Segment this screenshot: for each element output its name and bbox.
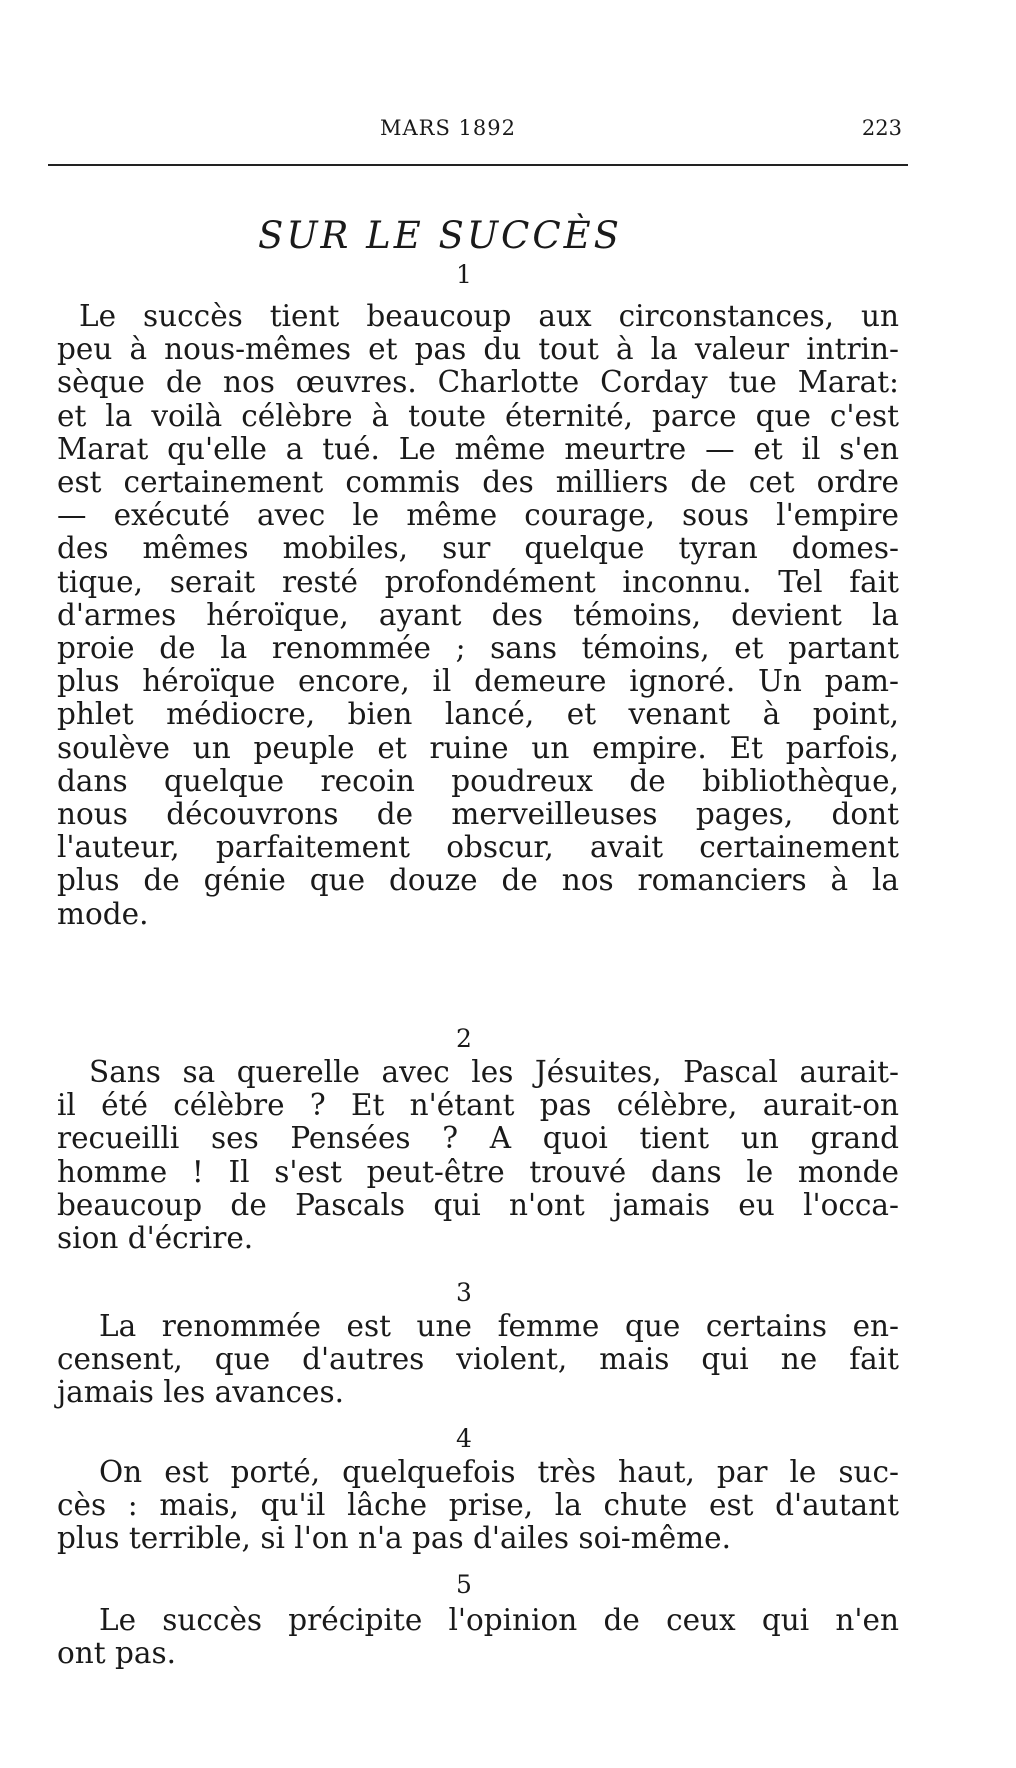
section-number-3: 3 <box>456 1278 472 1307</box>
text-line: plus héroïque encore, il demeure ignoré. Un pam- <box>57 664 899 699</box>
article-title: SUR LE SUCCÈS <box>258 214 622 257</box>
text-line: cès : mais, qu'il lâche prise, la chute est d'autant <box>57 1488 899 1523</box>
text-line: l'auteur, parfaitement obscur, avait certainement <box>57 830 899 865</box>
text-line: dans quelque recoin poudreux de bibliothèque, <box>57 763 899 798</box>
text-line: jamais les avances. <box>57 1375 344 1410</box>
text-line: plus de génie que douze de nos romanciers à la <box>57 863 899 898</box>
text-line: mode. <box>57 896 149 931</box>
text-line: est certainement commis des milliers de cet ordre <box>57 465 899 500</box>
running-head: MARS 1892 <box>380 116 516 140</box>
section-number-2: 2 <box>456 1024 472 1053</box>
text-line: phlet médiocre, bien lancé, et venant à point, <box>57 697 899 732</box>
section-number-1: 1 <box>456 260 472 289</box>
text-line: plus terrible, si l'on n'a pas d'ailes soi-même. <box>57 1521 731 1556</box>
text-line: nous découvrons de merveilleuses pages, dont <box>57 797 899 832</box>
header-rule <box>48 164 908 166</box>
text-line: recueilli ses Pensées ? A quoi tient un grand <box>57 1121 899 1156</box>
text-line: Marat qu'elle a tué. Le même meurtre — et il s'en <box>57 431 899 466</box>
text-line: La renommée est une femme que certains en- <box>99 1309 899 1343</box>
page-header <box>48 112 908 152</box>
text-line: beaucoup de Pascals qui n'ont jamais eu l'occa- <box>57 1187 899 1222</box>
section-1-text <box>57 300 899 931</box>
text-line: — exécuté avec le même courage, sous l'empire <box>57 498 899 533</box>
text-line: On est porté, quelquefois très haut, par le suc- <box>99 1455 899 1489</box>
text-line: sèque de nos œuvres. Charlotte Corday tue Marat: <box>57 365 899 400</box>
text-line: il été célèbre ? Et n'étant pas célèbre, aurait-on <box>57 1088 899 1123</box>
text-line: proie de la renommée ; sans témoins, et partant <box>57 631 899 666</box>
text-line: soulève un peuple et ruine un empire. Et parfois, <box>57 730 899 765</box>
section-3-text <box>57 1310 899 1410</box>
text-line: Le succès précipite l'opinion de ceux qui n'en <box>99 1603 899 1637</box>
page-number: 223 <box>861 116 902 140</box>
section-number-4: 4 <box>456 1424 472 1453</box>
text-line: et la voilà célèbre à toute éternité, parce que c'est <box>57 398 899 433</box>
text-line: homme ! Il s'est peut-être trouvé dans le monde <box>57 1154 899 1189</box>
section-4-text <box>57 1456 899 1556</box>
section-2-text <box>57 1056 899 1255</box>
text-line: tique, serait resté profondément inconnu. Tel fait <box>57 564 899 599</box>
section-number-5: 5 <box>456 1570 472 1599</box>
text-line: d'armes héroïque, ayant des témoins, devient la <box>57 597 899 632</box>
text-line: censent, que d'autres violent, mais qui ne fait <box>57 1342 899 1377</box>
text-line: Le succès tient beaucoup aux circonstances, un <box>79 299 899 333</box>
section-5-text <box>57 1604 899 1670</box>
text-line: peu à nous-mêmes et pas du tout à la valeur intrin- <box>57 332 899 367</box>
text-line: ont pas. <box>57 1636 176 1671</box>
text-line: sion d'écrire. <box>57 1221 254 1256</box>
text-line: des mêmes mobiles, sur quelque tyran domes- <box>57 531 899 566</box>
text-line: Sans sa querelle avec les Jésuites, Pascal aurait- <box>89 1055 899 1089</box>
